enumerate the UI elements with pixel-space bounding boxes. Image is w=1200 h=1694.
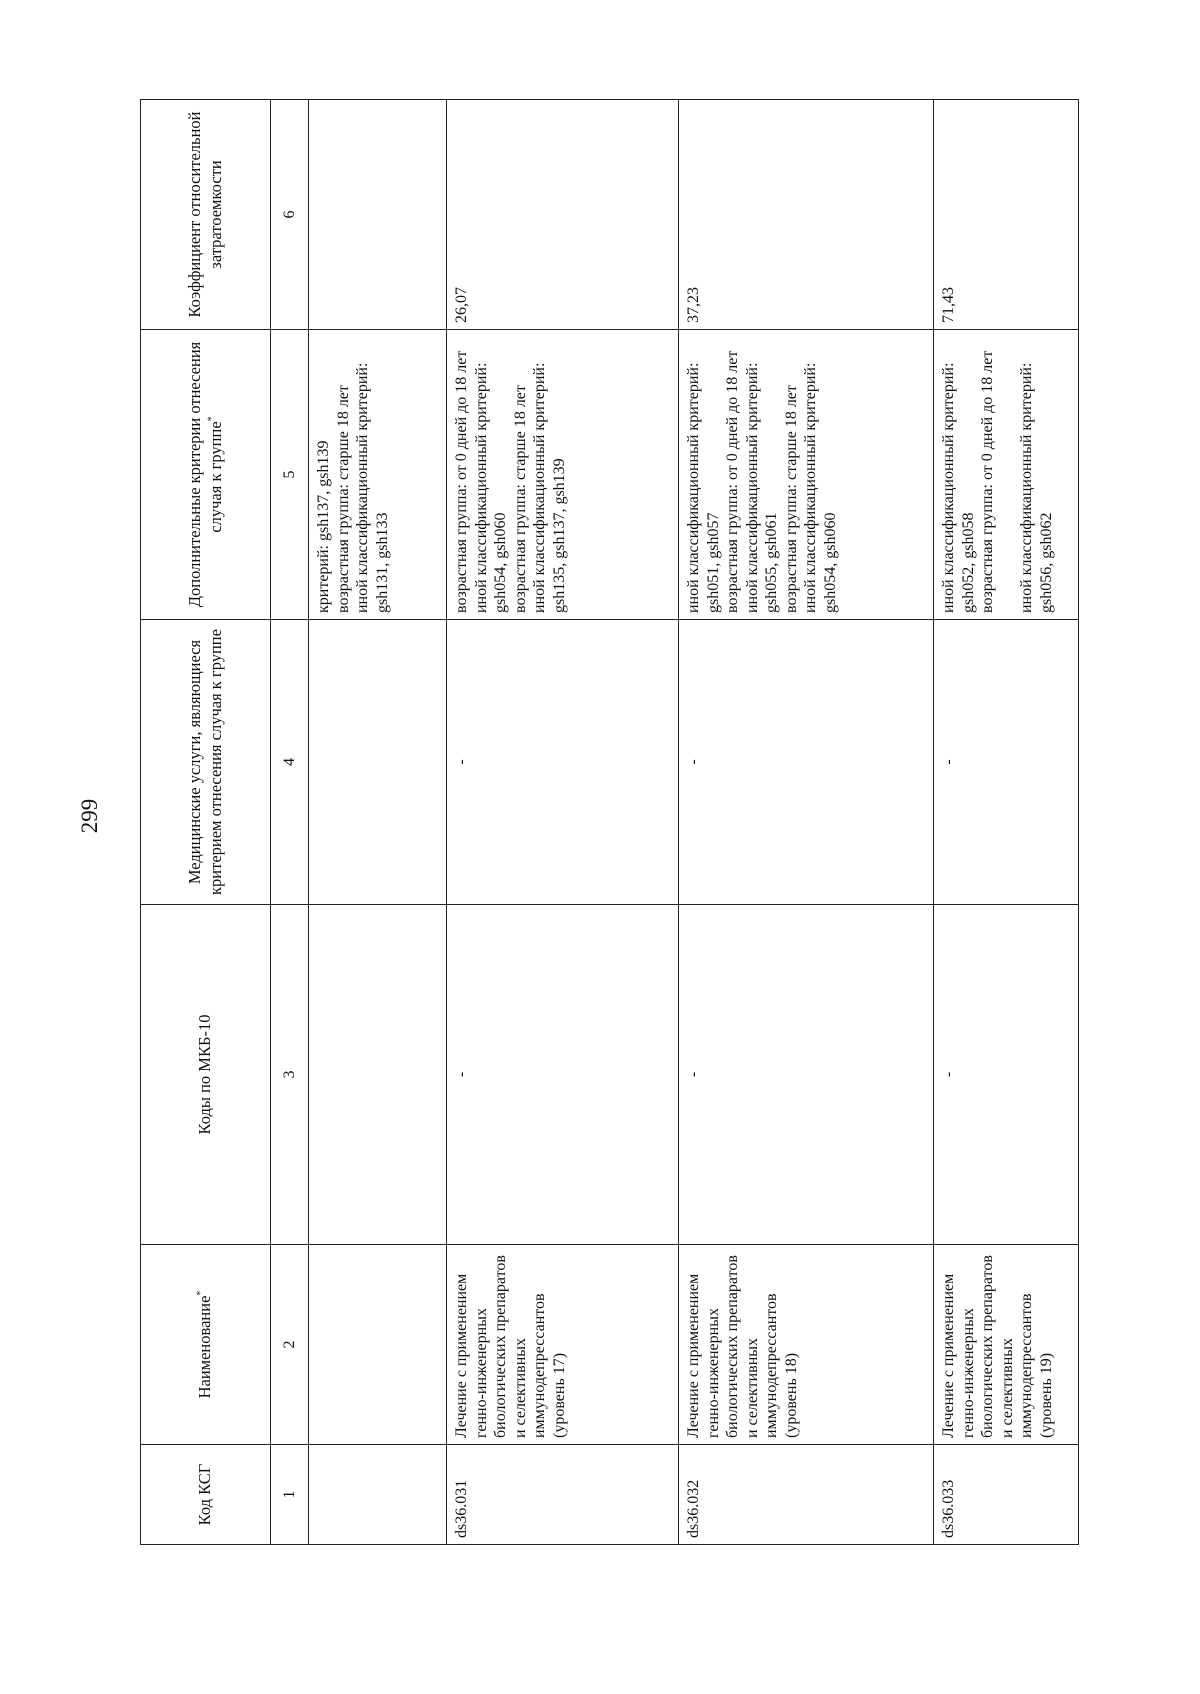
column-number: 1 (271, 1445, 309, 1545)
cell-services: - (447, 620, 679, 905)
header-coefficient: Коэффициент относительной затратоемкости (141, 100, 271, 330)
header-code: Код КСГ (141, 1445, 271, 1545)
cell-mkb: - (679, 905, 934, 1245)
cell-criteria: иной классификационный критерий: gsh052, gsh058 возрастная группа: от 0 дней до 18 лет иной классификационный критерий: gsh056, gsh062 (934, 330, 1079, 620)
table-row (679, 100, 934, 1545)
column-number: 2 (271, 1245, 309, 1445)
header-row (141, 100, 271, 1545)
cell-name (309, 1245, 447, 1445)
cell-criteria: возрастная группа: от 0 дней до 18 лет иной классификационный критерий: gsh054, gsh060 возрастная группа: старше 18 лет иной классификационный критерий: gsh135, gsh137, gsh139 (447, 330, 679, 620)
cell-criteria: иной классификационный критерий: gsh051, gsh057 возрастная группа: от 0 дней до 18 лет иной классификационный критерий: gsh055, gsh061 возрастная группа: старше 18 лет иной классификационный критерий: gsh054, gsh060 (679, 330, 934, 620)
cell-code: ds36.031 (447, 1445, 679, 1545)
header-services: Медицинские услуги, являющиеся критерием отнесения случая к группе (141, 620, 271, 905)
cell-code: ds36.032 (679, 1445, 934, 1545)
column-number: 5 (271, 330, 309, 620)
cell-name: Лечение с применением генно-инженерных биологических препаратов и селективных иммунодепрессантов (уровень 19) (934, 1245, 1079, 1445)
ksg-table-container (140, 100, 1078, 1545)
cell-code: ds36.033 (934, 1445, 1079, 1545)
cell-criteria: критерий: gsh137, gsh139 возрастная группа: старше 18 лет иной классификационный критерий: gsh131, gsh133 (309, 330, 447, 620)
column-number: 6 (271, 100, 309, 330)
cell-services (309, 620, 447, 905)
cell-mkb (309, 905, 447, 1245)
cell-name: Лечение с применением генно-инженерных биологических препаратов и селективных иммунодепрессантов (уровень 18) (679, 1245, 934, 1445)
cell-mkb: - (934, 905, 1079, 1245)
cell-code (309, 1445, 447, 1545)
ksg-table (140, 99, 1079, 1545)
header-criteria: Дополнительные критерии отнесения случая к группе* (141, 330, 271, 620)
column-number: 4 (271, 620, 309, 905)
cell-mkb: - (447, 905, 679, 1245)
column-number: 3 (271, 905, 309, 1245)
cell-services: - (934, 620, 1079, 905)
cell-coefficient (309, 100, 447, 330)
cell-coefficient: 26,07 (447, 100, 679, 330)
table-row (934, 100, 1079, 1545)
cell-name: Лечение с применением генно-инженерных биологических препаратов и селективных иммунодепрессантов (уровень 17) (447, 1245, 679, 1445)
table-row (447, 100, 679, 1545)
column-number-row (271, 100, 309, 1545)
page-number: 299 (77, 798, 102, 834)
cell-services: - (679, 620, 934, 905)
header-name: Наименование* (141, 1245, 271, 1445)
cell-coefficient: 37,23 (679, 100, 934, 330)
table-row (309, 100, 447, 1545)
header-mkb: Коды по МКБ-10 (141, 905, 271, 1245)
cell-coefficient: 71,43 (934, 100, 1079, 330)
